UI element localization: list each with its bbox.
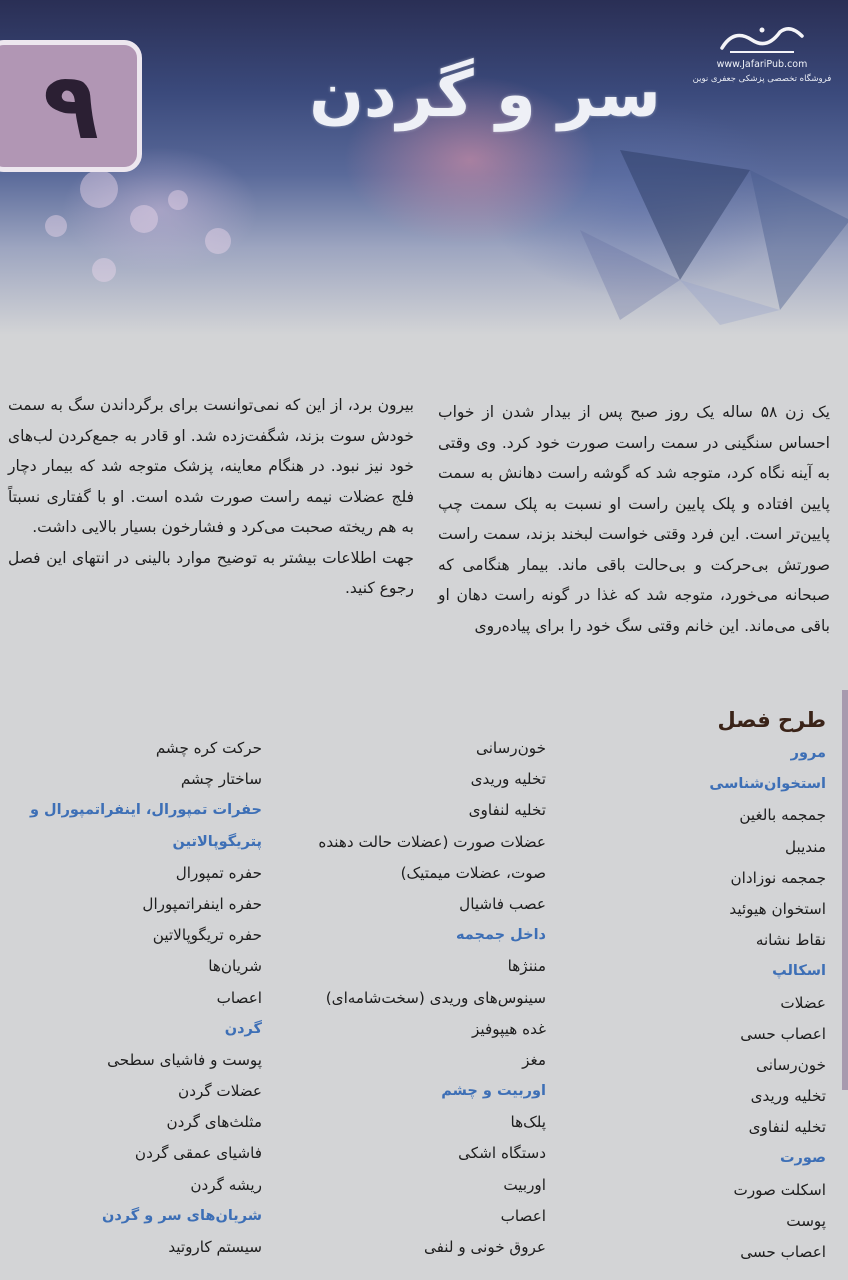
intro-paragraph: بیرون برد، از این که نمی‌توانست برای برگرداندن سگ به سمت خودش سوت بزند، شگفت‌زده شد. او قادر به جمع‌کردن لب‌های خود نیز نبود. در هنگام معاینه، پزشک متوجه شد که بیمار دچار فلج عضلات نیمه راست صورت شده است. او با گفتاری نسبتاً به هم ریخته صحبت می‌کرد و فشارخون بسیار بالایی داشت. bbox=[8, 396, 414, 536]
outline-section-heading: شریان‌های سر و گردن bbox=[101, 1207, 262, 1224]
outline-item: تخلیه لنفاوی bbox=[468, 801, 546, 820]
outline-item: تخلیه وریدی bbox=[470, 770, 546, 789]
outline-item: غده هیپوفیز bbox=[472, 1019, 546, 1038]
outline-item: فاشیای عمقی گردن bbox=[134, 1144, 262, 1163]
outline-item: اعصاب bbox=[216, 988, 262, 1007]
outline-item: حفره اینفراتمپورال bbox=[142, 894, 262, 913]
bokeh-light bbox=[92, 258, 116, 282]
outline-item: مثلث‌های گردن bbox=[166, 1113, 262, 1132]
outline-item: سیستم کاروتید bbox=[168, 1238, 262, 1256]
clinical-reference-note: جهت اطلاعات بیشتر به توضیح موارد بالینی در انتهای این فصل رجوع کنید. bbox=[8, 548, 414, 597]
outline-item: استخوان هیوئید bbox=[729, 899, 826, 918]
outline-item: صوت، عضلات میمتیک) bbox=[400, 863, 546, 882]
chapter-number: ۹ bbox=[42, 52, 100, 160]
outline-section-heading: اسکالپ bbox=[772, 963, 826, 980]
outline-section-heading: اوربیت و چشم bbox=[441, 1083, 546, 1100]
outline-column-right bbox=[600, 738, 826, 1268]
outline-item: شریان‌ها bbox=[208, 957, 262, 976]
chapter-number-box bbox=[0, 40, 142, 172]
outline-item: خون‌رسانی bbox=[756, 1055, 826, 1074]
polygon-decoration bbox=[560, 110, 848, 330]
outline-item: اسکلت صورت bbox=[733, 1180, 826, 1199]
outline-item: پوست bbox=[786, 1211, 826, 1230]
chapter-title: سر و گردن bbox=[309, 58, 661, 132]
publisher-url: www.JafariPub.com bbox=[716, 59, 808, 70]
intro-paragraph: یک زن ۵۸ ساله یک روز صبح پس از بیدار شدن از خواب احساس سنگینی در سمت راست صورت خود کرد. وی وقتی به آینه نگاه کرد، متوجه شد که گوشه راست دهانش به سمت پایین افتاده و پلک پایین راست او نسبت به پلک سمت چپ پایین‌تر است. این فرد وقتی خواست لبخند بزند، سمت راست صورتش بی‌حرکت و بی‌حالت باقی ماند. بیمار هنگامی که صبحانه می‌خورد، متوجه شد که غذا در گونه راست دهان او باقی می‌ماند. این خانم وقتی سگ خود را برای پیاده‌روی bbox=[438, 403, 830, 635]
outline-item: اعصاب bbox=[500, 1206, 546, 1225]
bokeh-light bbox=[45, 215, 67, 237]
outline-section-heading: استخوان‌شناسی bbox=[709, 776, 826, 793]
outline-section-heading: صورت bbox=[779, 1150, 826, 1167]
outline-item: جمجمه نوزادان bbox=[730, 868, 826, 887]
outline-section-heading: گردن bbox=[224, 1020, 262, 1037]
outline-item: عضلات گردن bbox=[178, 1082, 262, 1101]
outline-item: عصب فاشیال bbox=[459, 894, 546, 913]
outline-item: ریشه گردن bbox=[190, 1175, 262, 1194]
outline-item: اعصاب حسی bbox=[740, 1243, 826, 1261]
outline-item: حفره تمپورال bbox=[175, 863, 262, 882]
intro-left-column bbox=[8, 390, 414, 604]
outline-item: ساختار چشم bbox=[180, 770, 262, 789]
outline-item: عروق خونی و لنفی bbox=[423, 1238, 546, 1256]
intro-right-column bbox=[438, 397, 830, 641]
outline-item: پلک‌ها bbox=[510, 1113, 546, 1132]
outline-item: سینوس‌های وریدی (سخت‌شامه‌ای) bbox=[325, 988, 546, 1007]
outline-item: اعصاب حسی bbox=[740, 1024, 826, 1043]
outline-item: پوست و فاشیای سطحی bbox=[107, 1050, 262, 1069]
bokeh-light bbox=[205, 228, 231, 254]
outline-item: نقاط نشانه bbox=[755, 931, 826, 950]
outline-section-heading: مرور bbox=[790, 745, 826, 761]
bokeh-light bbox=[130, 205, 158, 233]
bokeh-light bbox=[80, 170, 118, 208]
outline-item: مننژها bbox=[507, 957, 546, 976]
outline-item: حرکت کره چشم bbox=[155, 739, 262, 757]
publisher-logo bbox=[692, 22, 832, 102]
outline-item: حفره تریگوپالاتین bbox=[152, 926, 262, 945]
outline-column-middle bbox=[286, 733, 546, 1263]
outline-item: عضلات bbox=[780, 993, 826, 1012]
outline-item: مغز bbox=[522, 1050, 546, 1069]
outline-item: دستگاه اشکی bbox=[458, 1144, 546, 1163]
chapter-banner bbox=[0, 0, 848, 335]
publisher-logo-icon bbox=[712, 22, 812, 58]
outline-item: جمجمه بالغین bbox=[739, 806, 826, 825]
outline-item: تخلیه وریدی bbox=[750, 1087, 826, 1106]
outline-item: خون‌رسانی bbox=[476, 739, 546, 757]
outline-column-left bbox=[0, 733, 262, 1263]
outline-section-heading: داخل جمجمه bbox=[456, 927, 546, 944]
outline-item: مندیبل bbox=[784, 837, 826, 856]
publisher-tagline: فروشگاه تخصصی پزشکی جعفری نوین bbox=[692, 74, 832, 84]
outline-item: اوربیت bbox=[503, 1175, 546, 1194]
outline-item: عضلات صورت (عضلات حالت دهنده bbox=[318, 832, 546, 851]
bokeh-light bbox=[168, 190, 188, 210]
outline-item: تخلیه لنفاوی bbox=[748, 1118, 826, 1137]
outline-section-heading: حفرات تمپورال، اینفراتمپورال و bbox=[29, 802, 262, 819]
chapter-outline-title: طرح فصل bbox=[717, 708, 826, 732]
page-edge-tab bbox=[842, 690, 848, 1090]
outline-section-heading: پتریگوپالاتین bbox=[172, 833, 262, 850]
